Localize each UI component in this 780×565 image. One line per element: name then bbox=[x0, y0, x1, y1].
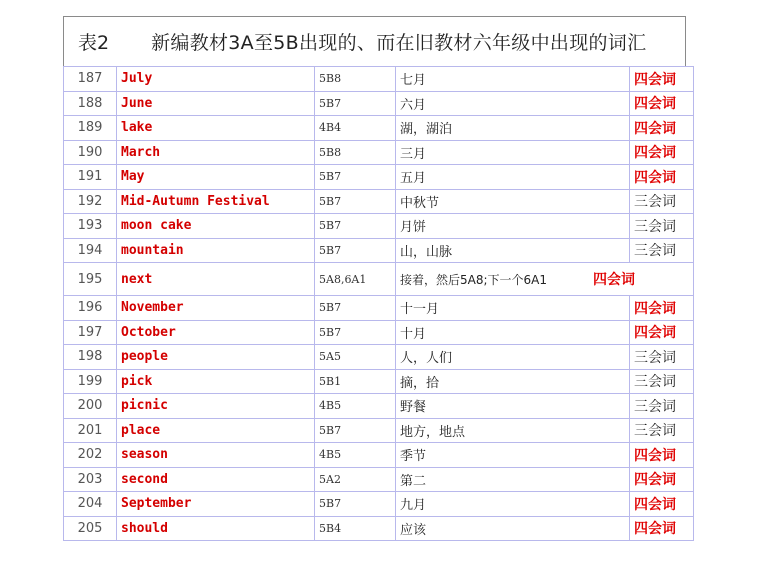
table-row bbox=[64, 189, 694, 214]
meaning-cell: 地方，地点 bbox=[396, 418, 630, 443]
table-row bbox=[64, 369, 694, 394]
unit-cell: 5B7 bbox=[315, 492, 396, 517]
level-cell: 四会词 bbox=[630, 67, 694, 92]
row-number: 205 bbox=[64, 516, 117, 541]
row-number: 201 bbox=[64, 418, 117, 443]
word-cell: November bbox=[117, 296, 315, 321]
row-number: 192 bbox=[64, 189, 117, 214]
unit-cell: 4B5 bbox=[315, 394, 396, 419]
table-row bbox=[64, 214, 694, 239]
unit-cell: 5B7 bbox=[315, 296, 396, 321]
meaning-cell: 十一月 bbox=[396, 296, 630, 321]
table-row bbox=[64, 296, 694, 321]
row-number: 188 bbox=[64, 91, 117, 116]
word-cell: second bbox=[117, 467, 315, 492]
meaning-level-cell bbox=[396, 263, 694, 296]
meaning-cell: 月饼 bbox=[396, 214, 630, 239]
unit-cell: 5B7 bbox=[315, 320, 396, 345]
meaning-cell: 野餐 bbox=[396, 394, 630, 419]
level-cell: 三会词 bbox=[630, 369, 694, 394]
level-cell: 四会词 bbox=[630, 296, 694, 321]
word-cell: May bbox=[117, 165, 315, 190]
table-row bbox=[64, 345, 694, 370]
table-row bbox=[64, 263, 694, 296]
table-row bbox=[64, 418, 694, 443]
meaning-cell: 山，山脉 bbox=[396, 238, 630, 263]
vocabulary-table-body bbox=[64, 67, 694, 541]
table-label: 表2 bbox=[78, 32, 110, 54]
level-cell: 四会词 bbox=[630, 140, 694, 165]
row-number: 193 bbox=[64, 214, 117, 239]
meaning-cell: 摘，拾 bbox=[396, 369, 630, 394]
table-title-bar bbox=[63, 16, 686, 66]
row-number: 189 bbox=[64, 116, 117, 141]
word-cell: place bbox=[117, 418, 315, 443]
table-row bbox=[64, 394, 694, 419]
row-number: 190 bbox=[64, 140, 117, 165]
table-row bbox=[64, 238, 694, 263]
table-row bbox=[64, 516, 694, 541]
level-cell: 四会词 bbox=[630, 467, 694, 492]
meaning-cell: 应该 bbox=[396, 516, 630, 541]
table-row bbox=[64, 67, 694, 92]
level-cell: 四会词 bbox=[630, 443, 694, 468]
meaning-cell: 季节 bbox=[396, 443, 630, 468]
word-cell: lake bbox=[117, 116, 315, 141]
row-number: 187 bbox=[64, 67, 117, 92]
level-cell: 四会词 bbox=[630, 165, 694, 190]
level-cell: 三会词 bbox=[630, 418, 694, 443]
level-cell: 四会词 bbox=[630, 116, 694, 141]
unit-cell: 5B7 bbox=[315, 214, 396, 239]
table-title: 新编教材3A至5B出现的、而在旧教材六年级中出现的词汇 bbox=[151, 32, 647, 54]
word-cell: pick bbox=[117, 369, 315, 394]
row-number: 197 bbox=[64, 320, 117, 345]
meaning-cell: 三月 bbox=[396, 140, 630, 165]
level-cell: 四会词 bbox=[630, 516, 694, 541]
unit-cell: 5A5 bbox=[315, 345, 396, 370]
row-number: 191 bbox=[64, 165, 117, 190]
table-row bbox=[64, 443, 694, 468]
unit-cell: 5B7 bbox=[315, 189, 396, 214]
table-row bbox=[64, 140, 694, 165]
row-number: 196 bbox=[64, 296, 117, 321]
unit-cell: 5B7 bbox=[315, 238, 396, 263]
word-cell: Mid-Autumn Festival bbox=[117, 189, 315, 214]
word-cell: July bbox=[117, 67, 315, 92]
table-row bbox=[64, 165, 694, 190]
row-number: 202 bbox=[64, 443, 117, 468]
table-row bbox=[64, 91, 694, 116]
table-row bbox=[64, 320, 694, 345]
level-cell: 四会词 bbox=[630, 91, 694, 116]
level-text: 四会词 bbox=[593, 272, 636, 288]
meaning-cell: 六月 bbox=[396, 91, 630, 116]
unit-cell: 5B7 bbox=[315, 165, 396, 190]
word-cell: September bbox=[117, 492, 315, 517]
unit-cell: 5B1 bbox=[315, 369, 396, 394]
unit-cell: 5B7 bbox=[315, 418, 396, 443]
word-cell: moon cake bbox=[117, 214, 315, 239]
word-cell: picnic bbox=[117, 394, 315, 419]
row-number: 204 bbox=[64, 492, 117, 517]
meaning-cell: 九月 bbox=[396, 492, 630, 517]
meaning-cell: 人，人们 bbox=[396, 345, 630, 370]
unit-cell: 5B8 bbox=[315, 67, 396, 92]
table-row bbox=[64, 116, 694, 141]
row-number: 200 bbox=[64, 394, 117, 419]
word-cell: season bbox=[117, 443, 315, 468]
table-row bbox=[64, 467, 694, 492]
level-cell: 三会词 bbox=[630, 214, 694, 239]
meaning-cell: 七月 bbox=[396, 67, 630, 92]
level-cell: 三会词 bbox=[630, 189, 694, 214]
unit-cell: 5B7 bbox=[315, 91, 396, 116]
word-cell: June bbox=[117, 91, 315, 116]
row-number: 203 bbox=[64, 467, 117, 492]
word-cell: March bbox=[117, 140, 315, 165]
table-row bbox=[64, 492, 694, 517]
level-cell: 四会词 bbox=[630, 492, 694, 517]
meaning-cell: 第二 bbox=[396, 467, 630, 492]
word-cell: next bbox=[117, 263, 315, 296]
level-cell: 三会词 bbox=[630, 345, 694, 370]
unit-cell: 5B4 bbox=[315, 516, 396, 541]
meaning-cell: 中秋节 bbox=[396, 189, 630, 214]
unit-cell: 5A8,6A1 bbox=[315, 263, 396, 296]
unit-cell: 4B5 bbox=[315, 443, 396, 468]
word-cell: should bbox=[117, 516, 315, 541]
meaning-cell: 十月 bbox=[396, 320, 630, 345]
meaning-text: 接着，然后5A8;下一个6A1 bbox=[400, 273, 548, 287]
row-number: 199 bbox=[64, 369, 117, 394]
unit-cell: 5A2 bbox=[315, 467, 396, 492]
row-number: 195 bbox=[64, 263, 117, 296]
word-cell: mountain bbox=[117, 238, 315, 263]
row-number: 198 bbox=[64, 345, 117, 370]
level-cell: 四会词 bbox=[630, 320, 694, 345]
word-cell: October bbox=[117, 320, 315, 345]
row-number: 194 bbox=[64, 238, 117, 263]
level-cell: 三会词 bbox=[630, 394, 694, 419]
meaning-cell: 五月 bbox=[396, 165, 630, 190]
unit-cell: 5B8 bbox=[315, 140, 396, 165]
vocabulary-table bbox=[63, 66, 694, 541]
word-cell: people bbox=[117, 345, 315, 370]
meaning-cell: 湖，湖泊 bbox=[396, 116, 630, 141]
unit-cell: 4B4 bbox=[315, 116, 396, 141]
level-cell: 三会词 bbox=[630, 238, 694, 263]
